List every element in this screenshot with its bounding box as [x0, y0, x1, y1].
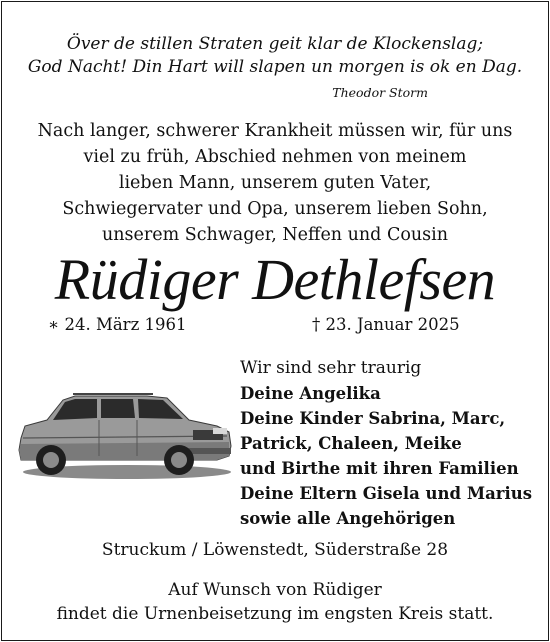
mourner-line: Patrick, Chaleen, Meike [240, 434, 462, 453]
death-date: † 23. Januar 2025 [312, 315, 460, 334]
deceased-name: Rüdiger Dethlefsen [54, 247, 496, 312]
mourners-block [240, 356, 532, 531]
closing-line: Auf Wunsch von Rüdiger [168, 580, 382, 600]
car-window-mid [101, 399, 135, 418]
mourner-line: Deine Kinder Sabrina, Marc, [240, 409, 506, 428]
car-image [17, 386, 235, 482]
poem-line-1: Över de stillen Straten geit klar de Klockenslag; [66, 34, 484, 54]
car-headlight [213, 428, 227, 434]
intro-line: lieben Mann, unserem guten Vater, [118, 173, 432, 193]
intro-line: viel zu früh, Abschied nehmen von meinem [83, 147, 467, 167]
mourner-line: sowie alle Angehörigen [240, 509, 456, 528]
intro-text [0, 118, 550, 248]
intro-line: unserem Schwager, Neffen und Cousin [101, 225, 448, 245]
intro-line: Schwiegervater und Opa, unserem lieben Sohn, [62, 199, 488, 219]
closing-note [0, 578, 550, 626]
closing-line: findet die Urnenbeisetzung im engsten Kreis statt. [56, 604, 494, 624]
birth-date: ∗ 24. März 1961 [48, 315, 187, 334]
poem-author: Theodor Storm [332, 85, 428, 100]
intro-line: Nach langer, schwerer Krankheit müssen wir, für uns [37, 121, 513, 141]
mourner-line: Deine Eltern Gisela und Marius [240, 484, 533, 503]
address: Struckum / Löwenstedt, Süderstraße 28 [101, 540, 449, 560]
poem-line-2: God Nacht! Din Hart will slapen un morgen is ok en Dag. [27, 57, 523, 77]
mourner-line: Deine Angelika [240, 384, 381, 403]
car-hub-rear [43, 452, 59, 468]
mourner-line: und Birthe mit ihren Familien [240, 459, 519, 478]
mourners-lead: Wir sind sehr traurig [240, 358, 422, 378]
car-hub-front [171, 452, 187, 468]
